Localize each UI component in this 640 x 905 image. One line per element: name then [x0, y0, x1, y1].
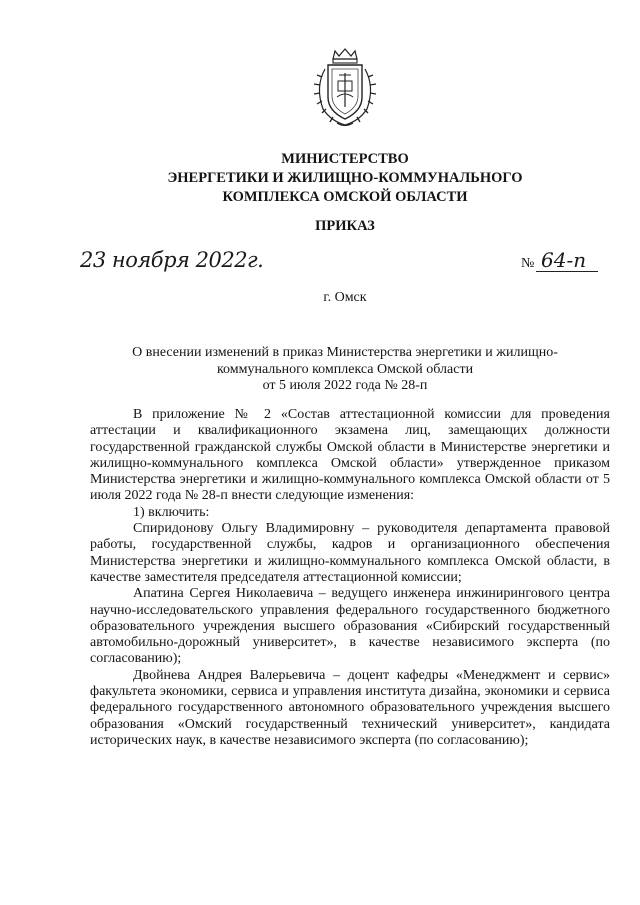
handwritten-date: 23 ноября 2022г.	[80, 248, 264, 272]
city-line: г. Омск	[323, 290, 367, 305]
ministry-name-line: КОМПЛЕКСА ОМСКОЙ ОБЛАСТИ	[222, 189, 468, 205]
body-paragraph-intro: В приложение № 2 «Состав аттестационной комиссии для проведения аттестации и квалификационного экзамена лиц, замещающих должности государственной гражданской службы Омской области в Министерстве энергетики и жилищно-коммунального комплекса Омской области» утвержденное приказом Министерства энергетики и жилищно-коммунального комплекса Омской области от 5 июля 2022 года № 28-п внести следующие изменения:	[90, 407, 610, 504]
subject-line: коммунального комплекса Омской области	[216, 361, 474, 377]
body-paragraph-member: Спиридонову Ольгу Владимировну – руководителя департамента правовой работы, государственной службы, кадров и организационного обеспечения Министерства энергетики и жилищно-коммунального комплекса Омской области, в качестве заместителя председателя аттестационной комиссии;	[90, 521, 610, 585]
ministry-name-line: МИНИСТЕРСТВО	[281, 151, 409, 167]
omsk-region-coat-of-arms-icon	[311, 47, 379, 129]
number-underline	[536, 271, 598, 272]
body-paragraph-member: Апатина Сергея Николаевича – ведущего инженера инжинирингового центра научно-исследовательского управления федерального государственного бюджетного образовательного учреждения высшего образования «Сибирский государственный автомобильно-дорожный университет», в качестве независимого эксперта (по согласованию);	[90, 586, 610, 667]
handwritten-order-number: 64-п	[541, 248, 587, 272]
body-paragraph-item-heading: 1) включить:	[133, 504, 210, 520]
order-body	[90, 407, 610, 749]
order-subject	[90, 345, 600, 395]
subject-line: О внесении изменений в приказ Министерства энергетики и жилищно-	[132, 345, 558, 360]
body-paragraph-member: Двойнева Андрея Валерьевича – доцент кафедры «Менеджмент и сервис» факультета экономики, сервиса и управления института дизайна, экономики и сервиса федерального государственного автономного образовательного учреждения высшего образования «Омский государственный технический университет», кандидата исторических наук, в качестве независимого эксперта (по согласованию);	[90, 667, 610, 748]
ministry-name	[150, 150, 540, 207]
document-type-title: ПРИКАЗ	[315, 218, 375, 234]
ministry-name-line: ЭНЕРГЕТИКИ И ЖИЛИЩНО-КОММУНАЛЬНОГО	[167, 170, 523, 186]
number-sign: №	[521, 256, 535, 271]
subject-line: от 5 июля 2022 года № 28-п	[262, 378, 428, 393]
